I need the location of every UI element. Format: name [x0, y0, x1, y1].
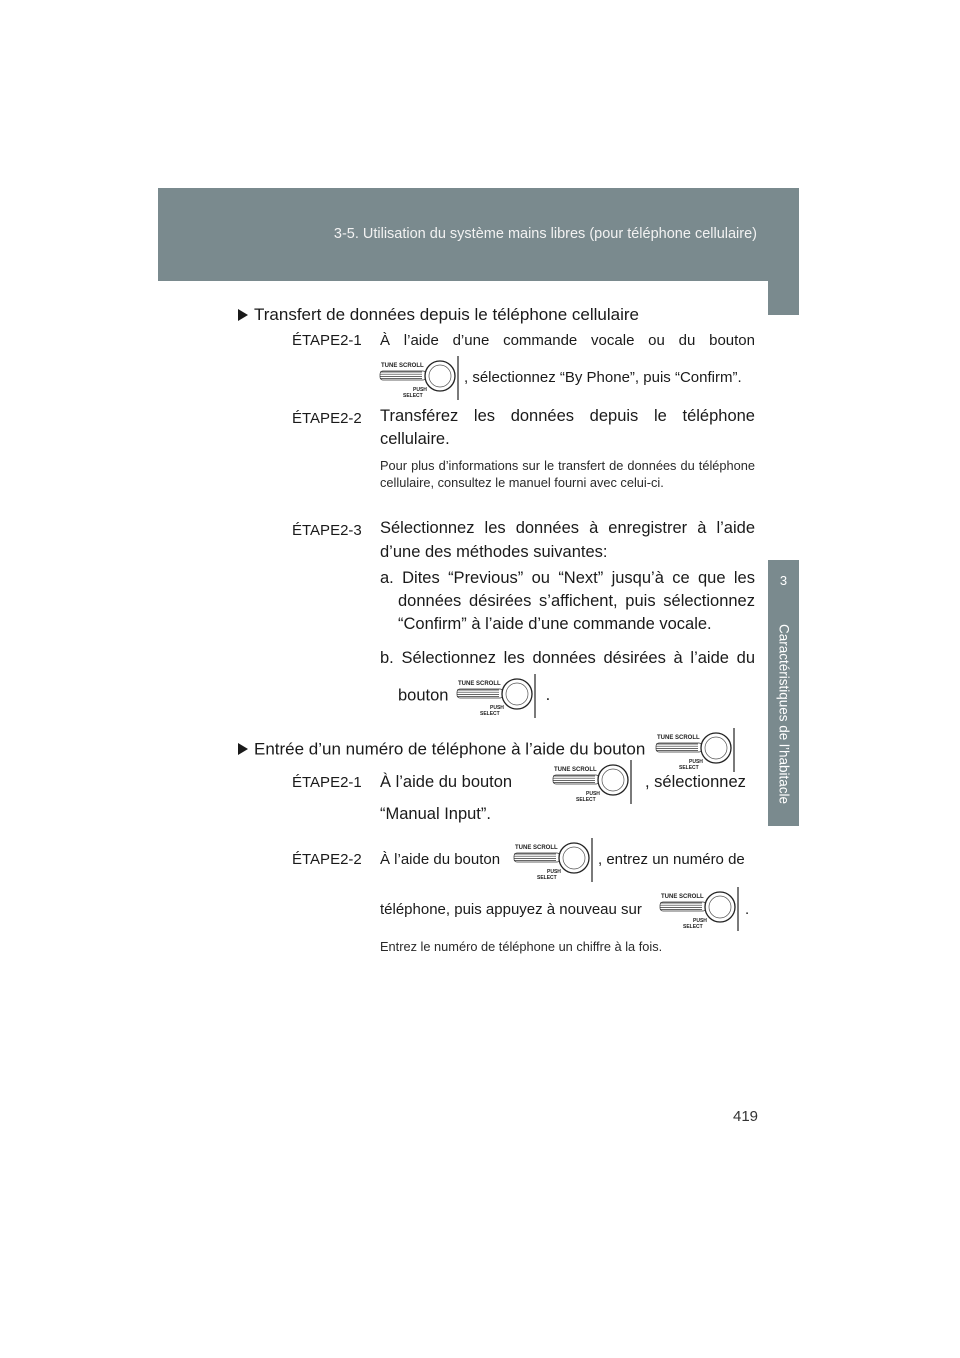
svg-text:PUSH: PUSH: [693, 918, 707, 924]
svg-text:SELECT: SELECT: [683, 924, 703, 930]
step-text: “Manual Input”.: [380, 805, 491, 823]
step-text: À l’aide d’une commande vocale ou du bouton: [380, 332, 755, 349]
section-manual-title: Entrée d’un numéro de téléphone à l’aide du bouton: [254, 739, 646, 759]
tune-scroll-knob-icon: [455, 674, 537, 718]
tune-scroll-knob-icon: [378, 356, 460, 400]
step-label: ÉTAPE2-1: [292, 774, 362, 791]
step-text: Transférez les données depuis le téléphone: [380, 407, 755, 425]
page-number: 419: [733, 1108, 759, 1125]
triangle-bullet-icon: [238, 309, 248, 321]
tune-scroll-knob-icon: [654, 728, 736, 772]
chapter-title: Caractéristiques de l’habitacle: [776, 623, 791, 805]
svg-text:TUNE SCROLL: TUNE SCROLL: [661, 894, 704, 900]
svg-text:SELECT: SELECT: [679, 765, 699, 771]
svg-text:SELECT: SELECT: [576, 797, 596, 803]
option-text: bouton: [398, 686, 449, 705]
option-text: a. Dites “Previous” ou “Next” jusqu’à ce que les: [380, 569, 755, 587]
tune-scroll-knob-icon: [658, 887, 740, 931]
step-note: Pour plus d’informations sur le transfert de données du téléphone cellulaire, consultez le manuel fourni avec celui-ci.: [380, 458, 755, 490]
step-label: ÉTAPE2-3: [292, 522, 362, 539]
section-transfer-title: Transfert de données depuis le téléphone cellulaire: [254, 305, 639, 324]
step-text: À l’aide du bouton: [380, 773, 513, 791]
step-text: , entrez un numéro de: [598, 851, 745, 868]
step-text: cellulaire.: [380, 430, 450, 448]
svg-text:PUSH: PUSH: [586, 791, 600, 797]
triangle-bullet-icon: [238, 743, 248, 755]
step-text: .: [745, 901, 750, 918]
svg-text:PUSH: PUSH: [490, 705, 504, 711]
step-note: Entrez le numéro de téléphone un chiffre à la fois.: [380, 939, 663, 954]
step-text: À l’aide du bouton: [380, 851, 501, 868]
step-text: , sélectionnez: [645, 773, 746, 791]
step-text: Sélectionnez les données à enregistrer à l’aide: [380, 519, 755, 537]
knob-wrap: [551, 760, 633, 804]
section-manual-heading: [238, 728, 736, 772]
knob-wrap: [658, 887, 740, 931]
option-text: données désirées s’affichent, puis sélectionnez: [398, 592, 755, 610]
section-title: 3-5. Utilisation du système mains libres (pour téléphone cellulaire): [333, 226, 757, 242]
svg-text:PUSH: PUSH: [547, 869, 561, 875]
knob-wrap: [512, 838, 594, 882]
svg-text:SELECT: SELECT: [480, 711, 500, 717]
option-text: b. Sélectionnez les données désirées à l’aide du: [380, 649, 755, 667]
svg-text:TUNE SCROLL: TUNE SCROLL: [381, 363, 424, 369]
step-text: , sélectionnez “By Phone”, puis “Confirm”.: [464, 368, 742, 386]
svg-text:PUSH: PUSH: [413, 387, 427, 393]
svg-text:PUSH: PUSH: [689, 759, 703, 765]
svg-text:TUNE SCROLL: TUNE SCROLL: [515, 845, 558, 851]
tune-scroll-knob-icon: [551, 760, 633, 804]
tune-scroll-knob-icon: [512, 838, 594, 882]
step-label: ÉTAPE2-2: [292, 410, 362, 427]
option-text: “Confirm” à l’aide d’une commande vocale.: [398, 615, 712, 633]
step-label: ÉTAPE2-2: [292, 851, 362, 868]
svg-text:SELECT: SELECT: [537, 875, 557, 881]
svg-text:TUNE SCROLL: TUNE SCROLL: [458, 681, 501, 687]
option-text: .: [545, 686, 551, 705]
svg-text:TUNE SCROLL: TUNE SCROLL: [657, 735, 700, 741]
option-line: [398, 674, 550, 718]
svg-text:TUNE SCROLL: TUNE SCROLL: [554, 767, 597, 773]
section-transfer-heading: [238, 305, 639, 325]
step-text: d’une des méthodes suivantes:: [380, 543, 608, 561]
step-label: ÉTAPE2-1: [292, 332, 362, 349]
step-text: téléphone, puis appuyez à nouveau sur: [380, 901, 642, 918]
step-line: [378, 356, 742, 400]
chapter-number: 3: [768, 560, 799, 602]
svg-text:SELECT: SELECT: [403, 393, 423, 399]
